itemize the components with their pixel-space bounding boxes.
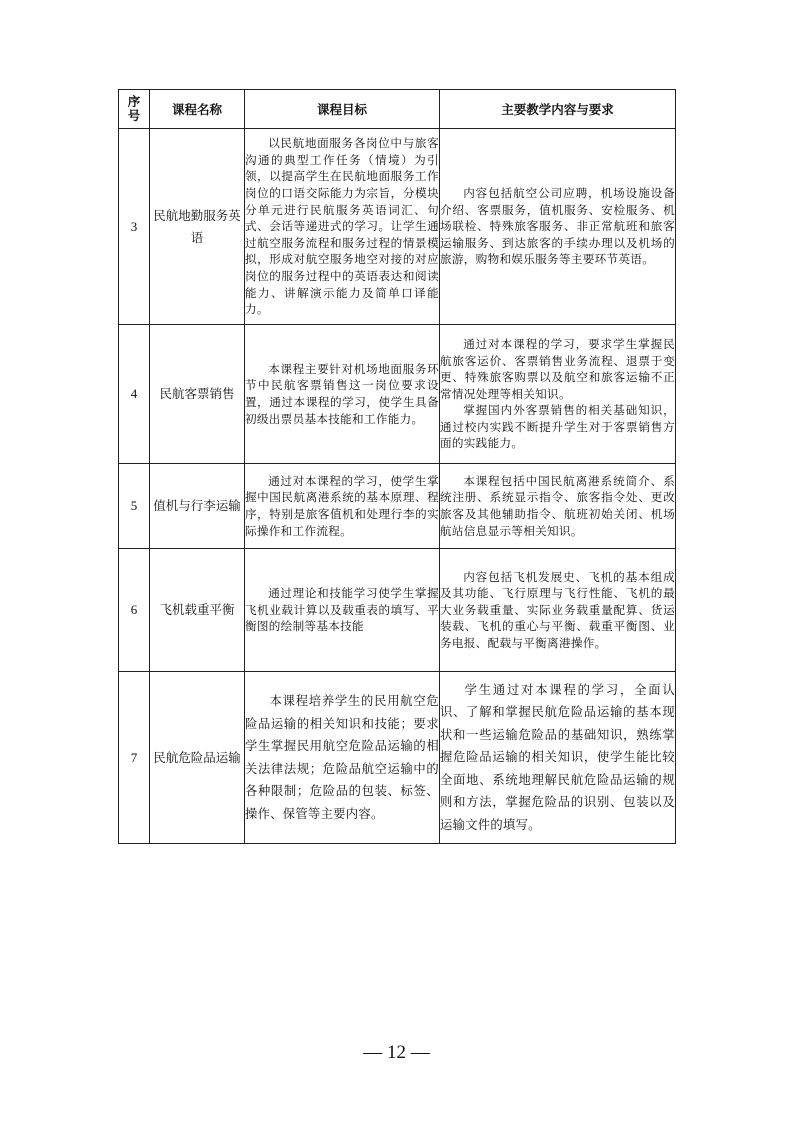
row-course-content <box>440 129 676 325</box>
row-course-goal <box>245 672 440 844</box>
content-paragraph: 本课程包括中国民航离港系统简介、系统注册、系统显示指令、旅客指令处、更改旅客及其他辅助指令、航班初始关闭、机场航站信息显示等相关知识。 <box>440 473 675 538</box>
row-course-content <box>440 464 676 549</box>
table-row <box>119 129 676 325</box>
header-seq-label: 序号 <box>127 94 141 123</box>
goal-paragraph: 通过对本课程的学习，使学生掌握中国民航离港系统的基本原理、程序，特别是旅客值机和处理行李的实际操作和工作流程。 <box>245 473 439 538</box>
header-seq <box>119 90 150 129</box>
goal-paragraph: 本课程主要针对机场地面服务环节中民航客票销售这一岗位要求设置，通过本课程的学习，使学生具备初级出票员基本技能和工作能力。 <box>245 361 439 426</box>
row-seq: 3 <box>119 129 150 325</box>
row-course-name: 值机与行李运输 <box>150 464 245 549</box>
header-name: 课程名称 <box>150 90 245 129</box>
content-paragraph: 内容包括飞机发展史、飞机的基本组成及其功能、飞行原理与飞行性能、飞机的最大业务载重量、实际业务载重量配算、货运装载、飞机的重心与平衡、载重平衡图、业务电报、配载与平衡离港操作。 <box>440 569 675 650</box>
row-course-content <box>440 672 676 844</box>
row-course-name: 民航地勤服务英语 <box>150 129 245 325</box>
content-paragraph: 学生通过对本课程的学习，全面认识、了解和掌握民航危险品运输的基本现状和一些运输危险品的基础知识，熟练掌握危险品运输的相关知识，使学生能比较全面地、系统地理解民航危险品运输的规则和方法，掌握危险品的识别、包装以及运输文件的填写。 <box>440 682 675 832</box>
header-content: 主要教学内容与要求 <box>440 90 676 129</box>
content-paragraph: 掌握国内外客票销售的相关基础知识，通过校内实践不断提升学生对于客票销售方面的实践能力。 <box>440 403 675 451</box>
goal-paragraph: 通过理论和技能学习使学生掌握飞机业载计算以及载重表的填写、平衡图的绘制等基本技能 <box>245 586 439 634</box>
row-course-goal <box>245 129 440 325</box>
row-course-goal <box>245 549 440 672</box>
row-course-content <box>440 549 676 672</box>
row-course-name: 飞机载重平衡 <box>150 549 245 672</box>
row-course-goal <box>245 464 440 549</box>
table-row <box>119 325 676 464</box>
table-header-row <box>119 90 676 129</box>
header-goal: 课程目标 <box>245 90 440 129</box>
table-row <box>119 672 676 844</box>
row-course-content <box>440 325 676 464</box>
row-seq: 6 <box>119 549 150 672</box>
content-paragraph: 内容包括航空公司应聘，机场设施设备介绍、客票服务，值机服务、安检服务、机场联检、特殊旅客服务、非正常航班和旅客运输服务、到达旅客的手续办理以及机场的旅游，购物和娱乐服务等主要环节英语。 <box>440 186 675 267</box>
table-row <box>119 464 676 549</box>
course-table <box>118 89 676 844</box>
row-seq: 7 <box>119 672 150 844</box>
row-course-name: 民航客票销售 <box>150 325 245 464</box>
content-paragraph: 通过对本课程的学习，要求学生掌握民航旅客运价、客票销售业务流程、退票于变更、特殊旅客购票以及航空和旅客运输不正常情况处理等相关知识。 <box>440 336 675 401</box>
row-course-goal <box>245 325 440 464</box>
goal-paragraph: 以民航地面服务各岗位中与旅客沟通的典型工作任务（情境）为引领，以提高学生在民航地面服务工作岗位的口语交际能力为宗旨，分模块分单元进行民航服务英语词汇、句式、会话等递进式的学习。让学生通过航空服务流程和服务过程的情景模拟，形成对航空服务地空对接的对应岗位的服务过程中的英语表达和阅读能力、讲解演示能力及简单口译能力。 <box>245 136 439 317</box>
row-course-name: 民航危险品运输 <box>150 672 245 844</box>
row-seq: 4 <box>119 325 150 464</box>
row-seq: 5 <box>119 464 150 549</box>
page-number: — 12 — <box>363 1042 430 1063</box>
table-row <box>119 549 676 672</box>
goal-paragraph: 本课程培养学生的民用航空危险品运输的相关知识和技能；要求学生掌握民用航空危险品运输的相关法律法规；危险品航空运输中的各种限制；危险品的包装、标签、操作、保管等主要内容。 <box>245 694 439 821</box>
